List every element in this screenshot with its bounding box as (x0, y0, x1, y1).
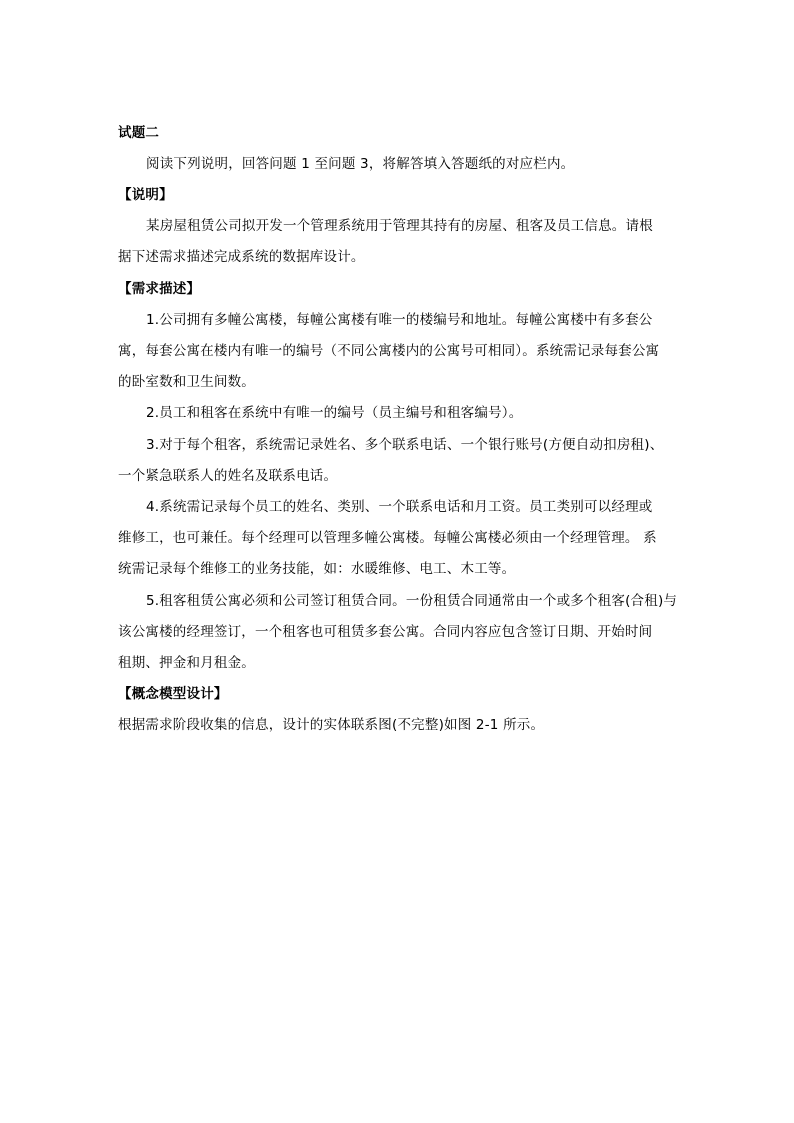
requirements-line-10: 5.租客租赁公寓必须和公司签订租赁合同。一份租赁合同通常由一个或多个租客(合租)与 (146, 593, 678, 609)
requirements-line-6: 一个紧急联系人的姓名及联系电话。 (118, 468, 338, 484)
model-heading: 【概念模型设计】 (118, 686, 228, 702)
requirements-line-1: 1.公司拥有多幢公寓楼，每幢公寓楼有唯一的楼编号和地址。每幢公寓楼中有多套公 (146, 312, 653, 328)
instruction-text: 阅读下列说明，回答问题 1 至问题 3，将解答填入答题纸的对应栏内。 (146, 156, 575, 172)
model-line-1: 根据需求阶段收集的信息，设计的实体联系图(不完整)如图 2-1 所示。 (118, 717, 545, 733)
explanation-heading: 【说明】 (118, 187, 173, 203)
explanation-line-1: 某房屋租赁公司拟开发一个管理系统用于管理其持有的房屋、租客及员工信息。请根 (146, 218, 653, 234)
requirements-line-5: 3.对于每个租客，系统需记录姓名、多个联系电话、一个银行账号(方便自动扣房租)、 (146, 437, 664, 453)
requirements-line-11: 该公寓楼的经理签订，一个租客也可租赁多套公寓。合同内容应包含签订日期、开始时间 (118, 624, 653, 640)
requirements-line-2: 寓，每套公寓在楼内有唯一的编号（不同公寓楼内的公寓号可相同）。系统需记录每套公寓 (118, 343, 660, 359)
requirements-line-4: 2.员工和租客在系统中有唯一的编号（员主编号和租客编号）。 (146, 405, 523, 421)
requirements-line-9: 统需记录每个维修工的业务技能，如：水暖维修、电工、木工等。 (118, 561, 516, 577)
requirements-line-7: 4.系统需记录每个员工的姓名、类别、一个联系电话和月工资。员工类别可以经理或 (146, 499, 653, 515)
requirements-line-8: 维修工，也可兼任。每个经理可以管理多幢公寓楼。每幢公寓楼必须由一个经理管理。 系 (118, 530, 657, 546)
requirements-line-3: 的卧室数和卫生间数。 (118, 374, 255, 390)
requirements-line-12: 租期、押金和月租金。 (118, 655, 255, 671)
explanation-line-2: 据下述需求描述完成系统的数据库设计。 (118, 249, 365, 265)
requirements-heading: 【需求描述】 (118, 281, 201, 297)
question-title: 试题二 (118, 125, 160, 141)
